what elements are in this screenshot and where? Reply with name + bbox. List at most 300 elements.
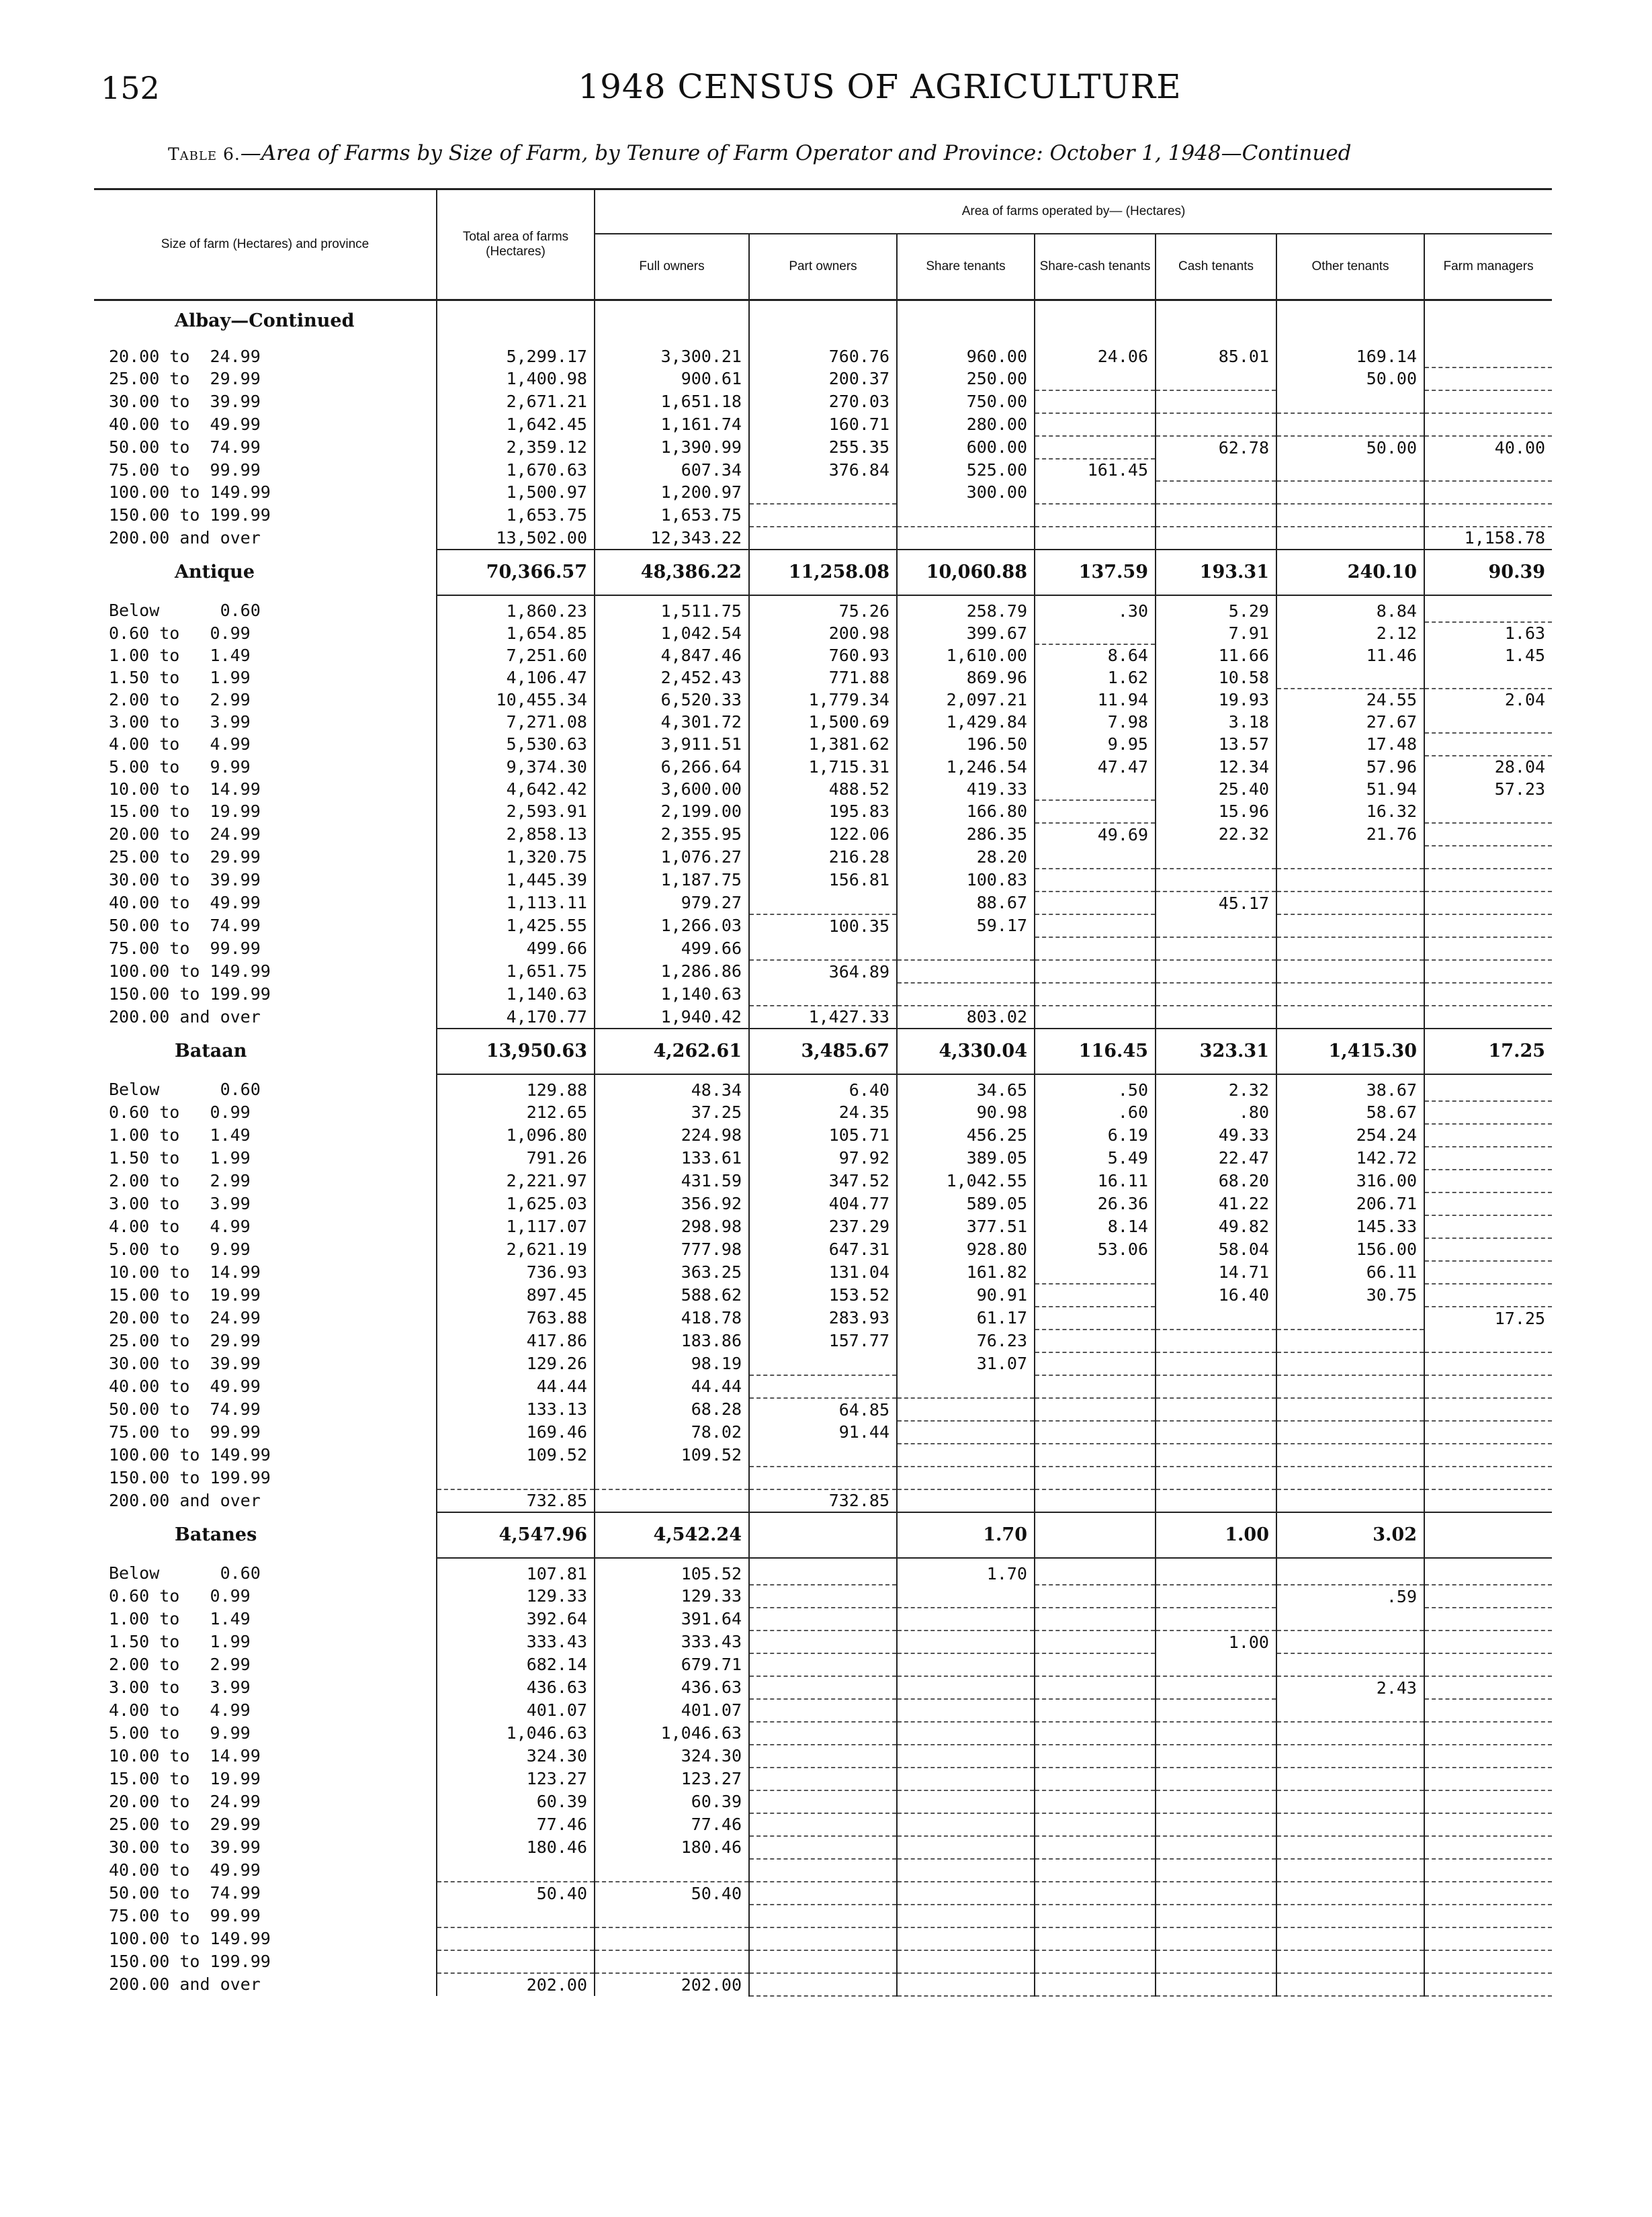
table-row bbox=[94, 436, 1552, 459]
cell-share-cash-tenants bbox=[1035, 869, 1156, 892]
cell-part-owners: 376.84 bbox=[749, 459, 897, 481]
cell-share-cash-tenants: 7.98 bbox=[1035, 711, 1156, 733]
cell-share-tenants bbox=[897, 1375, 1035, 1398]
cell-share-cash-tenants bbox=[1035, 413, 1156, 436]
size-class-label bbox=[94, 1676, 437, 1699]
size-class-label bbox=[94, 1905, 437, 1927]
size-class-text: 0.60 to 0.99 bbox=[109, 623, 251, 643]
size-class-text: 40.00 to 49.99 bbox=[109, 1860, 261, 1880]
cell-full-owners: 1,042.54 bbox=[595, 622, 749, 644]
size-class-label bbox=[94, 1927, 437, 1950]
cell-total: 4,170.77 bbox=[437, 1006, 595, 1029]
cell-cash-tenants: 1.00 bbox=[1156, 1631, 1276, 1653]
cell-cash-tenants bbox=[1156, 846, 1276, 869]
size-class-label bbox=[94, 1192, 437, 1215]
size-class-label bbox=[94, 666, 437, 689]
cell-cash-tenants bbox=[1156, 1006, 1276, 1029]
cell-farm-managers bbox=[1424, 733, 1552, 756]
cell-farm-managers: 1.45 bbox=[1424, 644, 1552, 666]
cell-share-cash-tenants bbox=[1035, 1375, 1156, 1398]
size-class-text: 200.00 and over bbox=[109, 528, 261, 548]
cell-cash-tenants bbox=[1156, 1950, 1276, 1973]
cell-full-owners: 123.27 bbox=[595, 1768, 749, 1790]
census-table bbox=[94, 188, 1552, 1997]
size-class-text: 4.00 to 4.99 bbox=[109, 1700, 251, 1720]
cell-part-owners: 237.29 bbox=[749, 1215, 897, 1238]
cell-share-cash-tenants bbox=[1035, 1284, 1156, 1307]
cell-cash-tenants bbox=[1156, 1882, 1276, 1905]
table-row bbox=[94, 892, 1552, 914]
cell-full-owners: 1,187.75 bbox=[595, 869, 749, 892]
cell-share-tenants bbox=[897, 1836, 1035, 1859]
size-class-label bbox=[94, 1352, 437, 1375]
cell-total: 133.13 bbox=[437, 1398, 595, 1421]
cell-part-owners bbox=[749, 1882, 897, 1905]
cell-full-owners: 324.30 bbox=[595, 1745, 749, 1768]
cell-cash-tenants bbox=[1156, 1859, 1276, 1882]
size-class-text: Below 0.60 bbox=[109, 1080, 261, 1099]
cell-total: 2,593.91 bbox=[437, 800, 595, 823]
cell-other-tenants: 27.67 bbox=[1276, 711, 1424, 733]
cell-farm-managers bbox=[1424, 1745, 1552, 1768]
cell-cash-tenants: 22.32 bbox=[1156, 823, 1276, 846]
cell-full-owners bbox=[595, 1905, 749, 1927]
size-class-label bbox=[94, 481, 437, 504]
cell-total: 9,374.30 bbox=[437, 756, 595, 778]
size-class-text: 15.00 to 19.99 bbox=[109, 1285, 261, 1305]
cell-other-tenants: 30.75 bbox=[1276, 1284, 1424, 1307]
size-class-text: 20.00 to 24.99 bbox=[109, 824, 261, 844]
size-class-text: 20.00 to 24.99 bbox=[109, 1308, 261, 1328]
size-class-label bbox=[94, 1489, 437, 1512]
table-row bbox=[94, 1074, 1552, 1101]
size-class-text: 100.00 to 149.99 bbox=[109, 1445, 271, 1465]
cell-farm-managers bbox=[1424, 1722, 1552, 1745]
cell-part-owners: 270.03 bbox=[749, 390, 897, 413]
table-row bbox=[94, 1973, 1552, 1996]
size-class-text: 100.00 to 149.99 bbox=[109, 961, 271, 981]
size-class-label bbox=[94, 1768, 437, 1790]
size-class-text: 150.00 to 199.99 bbox=[109, 1952, 271, 1971]
cell-full-owners: 363.25 bbox=[595, 1261, 749, 1284]
cell-part-owners: 647.31 bbox=[749, 1238, 897, 1261]
size-class-text: 2.00 to 2.99 bbox=[109, 689, 251, 709]
cell-share-tenants bbox=[897, 1421, 1035, 1444]
cell-farm-managers bbox=[1424, 1512, 1552, 1558]
cell-part-owners bbox=[749, 1631, 897, 1653]
cell-share-cash-tenants: .60 bbox=[1035, 1101, 1156, 1124]
cell-share-cash-tenants bbox=[1035, 937, 1156, 960]
cell-other-tenants: 58.67 bbox=[1276, 1101, 1424, 1124]
size-class-text: 2.00 to 2.99 bbox=[109, 1655, 251, 1674]
cell-share-tenants: 399.67 bbox=[897, 622, 1035, 644]
table-row bbox=[94, 666, 1552, 689]
size-class-text: 0.60 to 0.99 bbox=[109, 1586, 251, 1606]
cell-total: 2,671.21 bbox=[437, 390, 595, 413]
cell-share-tenants: 1,429.84 bbox=[897, 711, 1035, 733]
cell-share-cash-tenants bbox=[1035, 436, 1156, 459]
cell-total: 1,445.39 bbox=[437, 869, 595, 892]
province-row bbox=[94, 550, 1552, 595]
cell-share-tenants: 377.51 bbox=[897, 1215, 1035, 1238]
size-class-text: 3.00 to 3.99 bbox=[109, 1194, 251, 1213]
table-row bbox=[94, 1905, 1552, 1927]
cell-part-owners bbox=[749, 1585, 897, 1608]
cell-other-tenants bbox=[1276, 1973, 1424, 1996]
cell-total bbox=[437, 1905, 595, 1927]
cell-share-cash-tenants bbox=[1035, 1352, 1156, 1375]
size-class-text: 75.00 to 99.99 bbox=[109, 1906, 261, 1925]
size-class-label bbox=[94, 367, 437, 390]
cell-cash-tenants: 41.22 bbox=[1156, 1192, 1276, 1215]
cell-full-owners: 1,266.03 bbox=[595, 914, 749, 937]
cell-part-owners bbox=[749, 1973, 897, 1996]
cell-farm-managers bbox=[1424, 1170, 1552, 1192]
size-class-label bbox=[94, 1631, 437, 1653]
cell-full-owners: 2,199.00 bbox=[595, 800, 749, 823]
cell-farm-managers bbox=[1424, 1006, 1552, 1029]
size-class-text: 3.00 to 3.99 bbox=[109, 1678, 251, 1697]
cell-total: 791.26 bbox=[437, 1147, 595, 1170]
cell-full-owners: 129.33 bbox=[595, 1585, 749, 1608]
cell-share-tenants: 456.25 bbox=[897, 1124, 1035, 1147]
size-class-label bbox=[94, 1330, 437, 1352]
cell-part-owners bbox=[749, 1927, 897, 1950]
cell-share-tenants bbox=[897, 983, 1035, 1006]
cell-full-owners bbox=[595, 1859, 749, 1882]
cell-other-tenants bbox=[1276, 1813, 1424, 1836]
size-class-label bbox=[94, 1261, 437, 1284]
cell-share-tenants: 589.05 bbox=[897, 1192, 1035, 1215]
cell-farm-managers bbox=[1424, 413, 1552, 436]
cell-full-owners: 391.64 bbox=[595, 1608, 749, 1631]
cell-cash-tenants bbox=[1156, 1421, 1276, 1444]
cell-full-owners: 333.43 bbox=[595, 1631, 749, 1653]
size-class-text: 30.00 to 39.99 bbox=[109, 1354, 261, 1373]
size-class-text: 1.50 to 1.99 bbox=[109, 1148, 251, 1168]
size-class-text: 75.00 to 99.99 bbox=[109, 1422, 261, 1442]
cell-cash-tenants bbox=[1156, 914, 1276, 937]
cell-cash-tenants bbox=[1156, 1467, 1276, 1489]
province-name: Batanes bbox=[175, 1524, 257, 1545]
cell-other-tenants: 66.11 bbox=[1276, 1261, 1424, 1284]
cell-full-owners bbox=[595, 1489, 749, 1512]
cell-part-owners: 216.28 bbox=[749, 846, 897, 869]
table-row bbox=[94, 1608, 1552, 1631]
table-row bbox=[94, 1813, 1552, 1836]
table-title: —Area of Farms by Size of Farm, by Tenure of Farm Operator and Province: October 1, 1948—Continued bbox=[240, 141, 1352, 165]
cell-full-owners: 78.02 bbox=[595, 1421, 749, 1444]
cell-other-tenants: 169.14 bbox=[1276, 341, 1424, 367]
cell-other-tenants: 2.12 bbox=[1276, 622, 1424, 644]
cell-cash-tenants: .80 bbox=[1156, 1101, 1276, 1124]
cell-total: 1,140.63 bbox=[437, 983, 595, 1006]
cell-total: 129.26 bbox=[437, 1352, 595, 1375]
cell-farm-managers bbox=[1424, 367, 1552, 390]
cell-other-tenants: 17.48 bbox=[1276, 733, 1424, 756]
size-class-text: 4.00 to 4.99 bbox=[109, 1217, 251, 1236]
cell-part-owners: 3,485.67 bbox=[749, 1029, 897, 1074]
cell-cash-tenants: 58.04 bbox=[1156, 1238, 1276, 1261]
cell-other-tenants bbox=[1276, 1398, 1424, 1421]
cell-share-tenants: 90.98 bbox=[897, 1101, 1035, 1124]
cell-full-owners: 3,911.51 bbox=[595, 733, 749, 756]
cell-part-owners: 488.52 bbox=[749, 778, 897, 800]
cell-full-owners: 1,076.27 bbox=[595, 846, 749, 869]
cell-cash-tenants bbox=[1156, 960, 1276, 983]
cell-empty bbox=[1035, 300, 1156, 342]
table-row bbox=[94, 1006, 1552, 1029]
cell-farm-managers bbox=[1424, 481, 1552, 504]
cell-share-tenants: 1,610.00 bbox=[897, 644, 1035, 666]
size-class-label bbox=[94, 1398, 437, 1421]
cell-total: 1,113.11 bbox=[437, 892, 595, 914]
size-class-label bbox=[94, 644, 437, 666]
cell-share-cash-tenants: 5.49 bbox=[1035, 1147, 1156, 1170]
cell-full-owners: 1,390.99 bbox=[595, 436, 749, 459]
cell-cash-tenants bbox=[1156, 1905, 1276, 1927]
size-class-text: 20.00 to 24.99 bbox=[109, 346, 261, 366]
cell-other-tenants: 145.33 bbox=[1276, 1215, 1424, 1238]
cell-other-tenants: 2.43 bbox=[1276, 1676, 1424, 1699]
cell-share-cash-tenants: 137.59 bbox=[1035, 550, 1156, 595]
cell-farm-managers bbox=[1424, 1790, 1552, 1813]
cell-empty bbox=[749, 300, 897, 342]
cell-cash-tenants: 3.18 bbox=[1156, 711, 1276, 733]
cell-full-owners: 607.34 bbox=[595, 459, 749, 481]
cell-full-owners: 180.46 bbox=[595, 1836, 749, 1859]
cell-full-owners: 48.34 bbox=[595, 1074, 749, 1101]
cell-farm-managers: 1.63 bbox=[1424, 622, 1552, 644]
cell-total: 70,366.57 bbox=[437, 550, 595, 595]
size-class-text: Below 0.60 bbox=[109, 601, 261, 620]
cell-share-cash-tenants bbox=[1035, 1006, 1156, 1029]
size-class-text: 1.00 to 1.49 bbox=[109, 645, 251, 665]
table-row bbox=[94, 1927, 1552, 1950]
cell-cash-tenants bbox=[1156, 459, 1276, 481]
size-class-label bbox=[94, 1444, 437, 1467]
cell-cash-tenants: 12.34 bbox=[1156, 756, 1276, 778]
cell-cash-tenants: 68.20 bbox=[1156, 1170, 1276, 1192]
size-class-label bbox=[94, 800, 437, 823]
cell-total bbox=[437, 1927, 595, 1950]
size-class-text: 1.00 to 1.49 bbox=[109, 1125, 251, 1145]
cell-farm-managers bbox=[1424, 1444, 1552, 1467]
cell-share-cash-tenants bbox=[1035, 527, 1156, 550]
cell-cash-tenants bbox=[1156, 1653, 1276, 1676]
cell-share-cash-tenants bbox=[1035, 481, 1156, 504]
size-class-label bbox=[94, 1421, 437, 1444]
cell-full-owners: 4,847.46 bbox=[595, 644, 749, 666]
cell-other-tenants: 142.72 bbox=[1276, 1147, 1424, 1170]
cell-other-tenants: 24.55 bbox=[1276, 689, 1424, 711]
table-row bbox=[94, 914, 1552, 937]
size-class-text: 15.00 to 19.99 bbox=[109, 1769, 261, 1788]
cell-other-tenants: 316.00 bbox=[1276, 1170, 1424, 1192]
cell-other-tenants: 11.46 bbox=[1276, 644, 1424, 666]
cell-share-tenants: 525.00 bbox=[897, 459, 1035, 481]
cell-other-tenants bbox=[1276, 527, 1424, 550]
table-row bbox=[94, 341, 1552, 367]
size-class-label bbox=[94, 689, 437, 711]
cell-total: 2,858.13 bbox=[437, 823, 595, 846]
cell-total: 4,106.47 bbox=[437, 666, 595, 689]
cell-part-owners: 1,779.34 bbox=[749, 689, 897, 711]
cell-cash-tenants bbox=[1156, 1676, 1276, 1699]
cell-total: 2,221.97 bbox=[437, 1170, 595, 1192]
cell-farm-managers bbox=[1424, 1585, 1552, 1608]
cell-farm-managers bbox=[1424, 1124, 1552, 1147]
size-class-label bbox=[94, 1836, 437, 1859]
size-class-label bbox=[94, 527, 437, 550]
cell-other-tenants bbox=[1276, 1927, 1424, 1950]
cell-share-tenants bbox=[897, 1745, 1035, 1768]
cell-cash-tenants: 11.66 bbox=[1156, 644, 1276, 666]
cell-share-tenants bbox=[897, 1444, 1035, 1467]
cell-share-cash-tenants: 26.36 bbox=[1035, 1192, 1156, 1215]
size-class-text: 5.00 to 9.99 bbox=[109, 756, 251, 777]
cell-farm-managers bbox=[1424, 1813, 1552, 1836]
cell-farm-managers bbox=[1424, 1631, 1552, 1653]
cell-cash-tenants bbox=[1156, 1699, 1276, 1722]
cell-cash-tenants bbox=[1156, 1375, 1276, 1398]
cell-farm-managers bbox=[1424, 1768, 1552, 1790]
province-name: Antique bbox=[175, 562, 255, 582]
table-row bbox=[94, 644, 1552, 666]
cell-share-tenants bbox=[897, 960, 1035, 983]
cell-share-tenants bbox=[897, 1489, 1035, 1512]
cell-other-tenants: 1,415.30 bbox=[1276, 1029, 1424, 1074]
table-row bbox=[94, 1284, 1552, 1307]
cell-empty bbox=[1276, 300, 1424, 342]
cell-share-cash-tenants bbox=[1035, 1444, 1156, 1467]
cell-share-tenants: 2,097.21 bbox=[897, 689, 1035, 711]
cell-total: 1,651.75 bbox=[437, 960, 595, 983]
cell-farm-managers bbox=[1424, 390, 1552, 413]
table-row bbox=[94, 800, 1552, 823]
cell-share-cash-tenants bbox=[1035, 983, 1156, 1006]
cell-part-owners bbox=[749, 1768, 897, 1790]
cell-share-cash-tenants bbox=[1035, 1790, 1156, 1813]
cell-total: 129.33 bbox=[437, 1585, 595, 1608]
size-class-text: 75.00 to 99.99 bbox=[109, 460, 261, 480]
cell-share-tenants: 34.65 bbox=[897, 1074, 1035, 1101]
cell-other-tenants bbox=[1276, 666, 1424, 689]
cell-share-tenants bbox=[897, 1699, 1035, 1722]
cell-part-owners: 347.52 bbox=[749, 1170, 897, 1192]
cell-other-tenants bbox=[1276, 1882, 1424, 1905]
cell-total: 1,400.98 bbox=[437, 367, 595, 390]
cell-part-owners: 75.26 bbox=[749, 595, 897, 622]
cell-farm-managers bbox=[1424, 1398, 1552, 1421]
cell-full-owners bbox=[595, 1927, 749, 1950]
size-class-text: 30.00 to 39.99 bbox=[109, 870, 261, 889]
cell-other-tenants bbox=[1276, 1699, 1424, 1722]
cell-share-cash-tenants: 161.45 bbox=[1035, 459, 1156, 481]
cell-total: 1,425.55 bbox=[437, 914, 595, 937]
cell-empty bbox=[437, 300, 595, 342]
cell-part-owners: 760.93 bbox=[749, 644, 897, 666]
cell-other-tenants bbox=[1276, 1745, 1424, 1768]
size-class-label bbox=[94, 1950, 437, 1973]
cell-other-tenants bbox=[1276, 1859, 1424, 1882]
cell-full-owners: 1,161.74 bbox=[595, 413, 749, 436]
size-class-text: 5.00 to 9.99 bbox=[109, 1240, 251, 1259]
cell-share-cash-tenants: 8.64 bbox=[1035, 644, 1156, 666]
cell-share-cash-tenants bbox=[1035, 1489, 1156, 1512]
table-row bbox=[94, 459, 1552, 481]
cell-share-tenants: 960.00 bbox=[897, 341, 1035, 367]
cell-share-tenants: 300.00 bbox=[897, 481, 1035, 504]
cell-share-tenants bbox=[897, 1585, 1035, 1608]
cell-share-cash-tenants bbox=[1035, 1722, 1156, 1745]
cell-farm-managers bbox=[1424, 846, 1552, 869]
cell-farm-managers: 40.00 bbox=[1424, 436, 1552, 459]
table-row bbox=[94, 1375, 1552, 1398]
cell-total: 1,500.97 bbox=[437, 481, 595, 504]
cell-share-tenants: 100.83 bbox=[897, 869, 1035, 892]
cell-share-tenants: 4,330.04 bbox=[897, 1029, 1035, 1074]
size-class-text: 30.00 to 39.99 bbox=[109, 392, 261, 411]
size-class-text: 25.00 to 29.99 bbox=[109, 1815, 261, 1834]
cell-total: 736.93 bbox=[437, 1261, 595, 1284]
cell-total: 7,271.08 bbox=[437, 711, 595, 733]
cell-part-owners: 771.88 bbox=[749, 666, 897, 689]
cell-farm-managers bbox=[1424, 823, 1552, 846]
cell-share-cash-tenants bbox=[1035, 504, 1156, 527]
size-class-label bbox=[94, 1101, 437, 1124]
cell-share-cash-tenants bbox=[1035, 1631, 1156, 1653]
cell-other-tenants bbox=[1276, 892, 1424, 914]
cell-total: 417.86 bbox=[437, 1330, 595, 1352]
size-class-text: 40.00 to 49.99 bbox=[109, 893, 261, 912]
header-farm-managers: Farm managers bbox=[1424, 234, 1552, 300]
size-class-label bbox=[94, 983, 437, 1006]
size-class-text: 150.00 to 199.99 bbox=[109, 984, 271, 1004]
size-class-label bbox=[94, 1608, 437, 1631]
cell-part-owners bbox=[749, 1836, 897, 1859]
size-class-text: 150.00 to 199.99 bbox=[109, 1468, 271, 1487]
table-row bbox=[94, 1124, 1552, 1147]
table-row bbox=[94, 1653, 1552, 1676]
table-row bbox=[94, 622, 1552, 644]
cell-full-owners: 1,200.97 bbox=[595, 481, 749, 504]
table-row bbox=[94, 1859, 1552, 1882]
cell-other-tenants bbox=[1276, 1653, 1424, 1676]
cell-other-tenants bbox=[1276, 937, 1424, 960]
cell-full-owners: 202.00 bbox=[595, 1973, 749, 1996]
cell-full-owners: 12,343.22 bbox=[595, 527, 749, 550]
cell-total: 180.46 bbox=[437, 1836, 595, 1859]
cell-other-tenants: 21.76 bbox=[1276, 823, 1424, 846]
cell-total: 763.88 bbox=[437, 1307, 595, 1330]
cell-part-owners: 91.44 bbox=[749, 1421, 897, 1444]
cell-cash-tenants: 5.29 bbox=[1156, 595, 1276, 622]
cell-full-owners: 418.78 bbox=[595, 1307, 749, 1330]
table-row bbox=[94, 504, 1552, 527]
table-row bbox=[94, 689, 1552, 711]
table-row bbox=[94, 1950, 1552, 1973]
cell-farm-managers bbox=[1424, 914, 1552, 937]
table-row bbox=[94, 1192, 1552, 1215]
size-class-text: 200.00 and over bbox=[109, 1491, 261, 1510]
cell-part-owners: 131.04 bbox=[749, 1261, 897, 1284]
table-row bbox=[94, 1238, 1552, 1261]
cell-share-cash-tenants bbox=[1035, 1950, 1156, 1973]
cell-share-cash-tenants: 9.95 bbox=[1035, 733, 1156, 756]
header-share-tenants: Share tenants bbox=[897, 234, 1035, 300]
cell-total: 392.64 bbox=[437, 1608, 595, 1631]
